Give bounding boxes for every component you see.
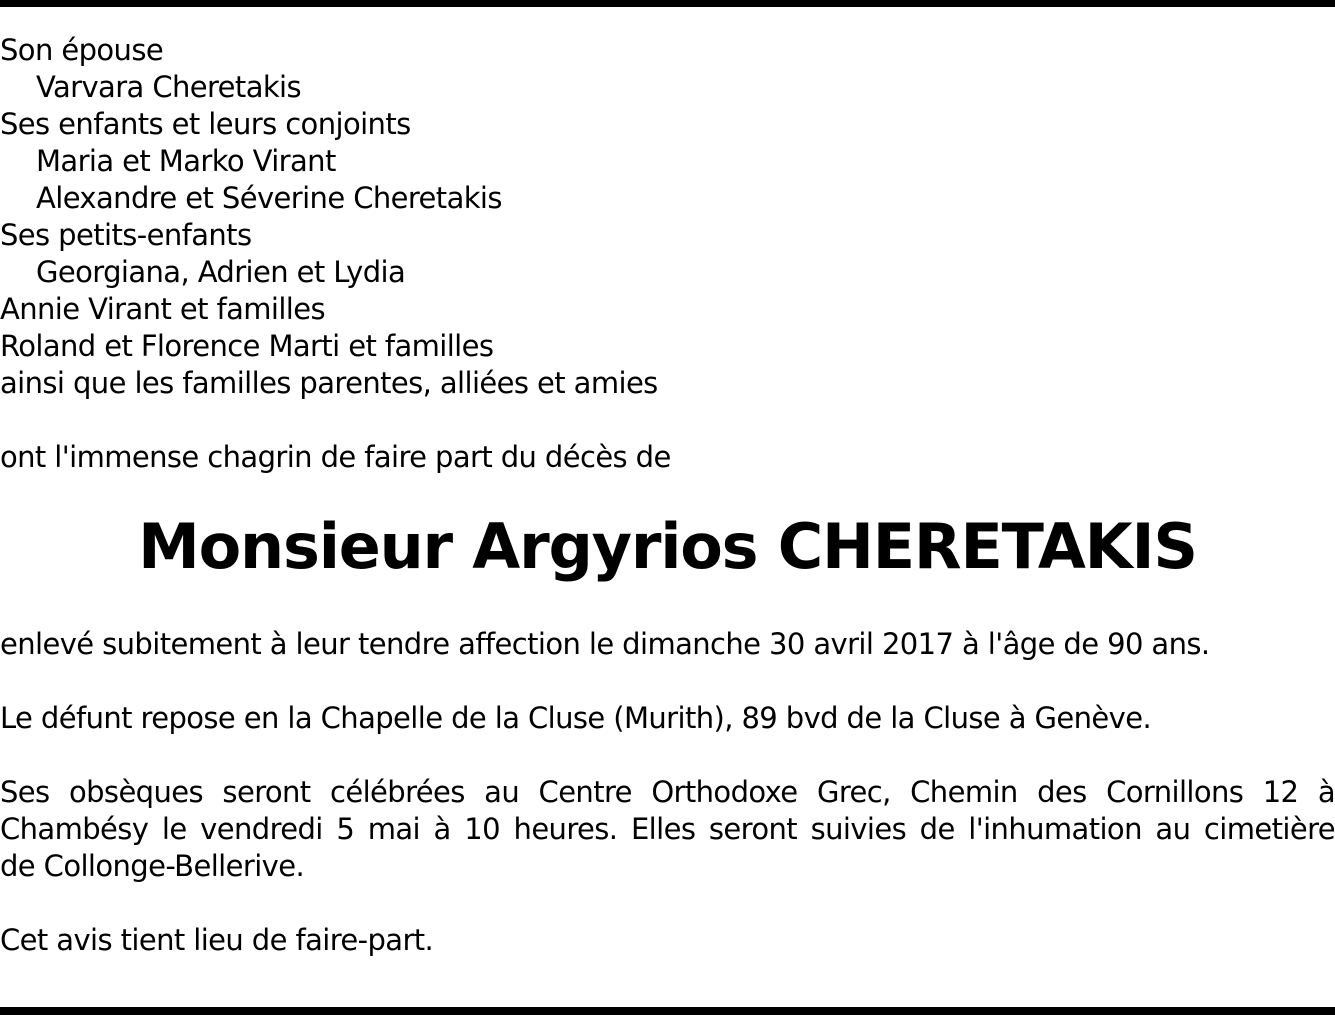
- other-family-entry: Roland et Florence Marti et familles: [0, 329, 494, 363]
- funeral-line: de Collonge-Bellerive.: [0, 849, 305, 883]
- grandchildren-label: Ses petits-enfants: [0, 218, 252, 252]
- funeral-details: [0, 774, 1335, 885]
- spouse-name: Varvara Cheretakis: [36, 70, 302, 104]
- obituary-notice: [0, 32, 1335, 959]
- child-entry: Maria et Marko Virant: [36, 144, 336, 178]
- children-label: Ses enfants et leurs conjoints: [0, 107, 411, 141]
- grandchildren-names: Georgiana, Adrien et Lydia: [36, 255, 406, 289]
- closing-text: Cet avis tient lieu de faire-part.: [0, 923, 434, 957]
- repose-details: Le défunt repose en la Chapelle de la Cluse (Murith), 89 bvd de la Cluse à Genève.: [0, 701, 1152, 735]
- announcement-text: ont l'immense chagrin de faire part du décès de: [0, 440, 671, 474]
- other-family-entry: ainsi que les familles parentes, alliées et amies: [0, 366, 658, 400]
- other-family-entry: Annie Virant et familles: [0, 292, 326, 326]
- child-entry: Alexandre et Séverine Cheretakis: [36, 181, 502, 215]
- top-rule: [0, 0, 1335, 7]
- death-details: enlevé subitement à leur tendre affection le dimanche 30 avril 2017 à l'âge de 90 ans.: [0, 627, 1210, 661]
- deceased-name: Monsieur Argyrios CHERETAKIS: [138, 510, 1197, 583]
- bottom-rule: [0, 1007, 1335, 1015]
- funeral-line: Chambésy le vendredi 5 mai à 10 heures. Elles seront suivies de l'inhumation au cimetière: [0, 812, 1335, 846]
- funeral-line: Ses obsèques seront célébrées au Centre Orthodoxe Grec, Chemin des Cornillons 12 à: [0, 775, 1335, 809]
- spouse-label: Son épouse: [0, 33, 164, 67]
